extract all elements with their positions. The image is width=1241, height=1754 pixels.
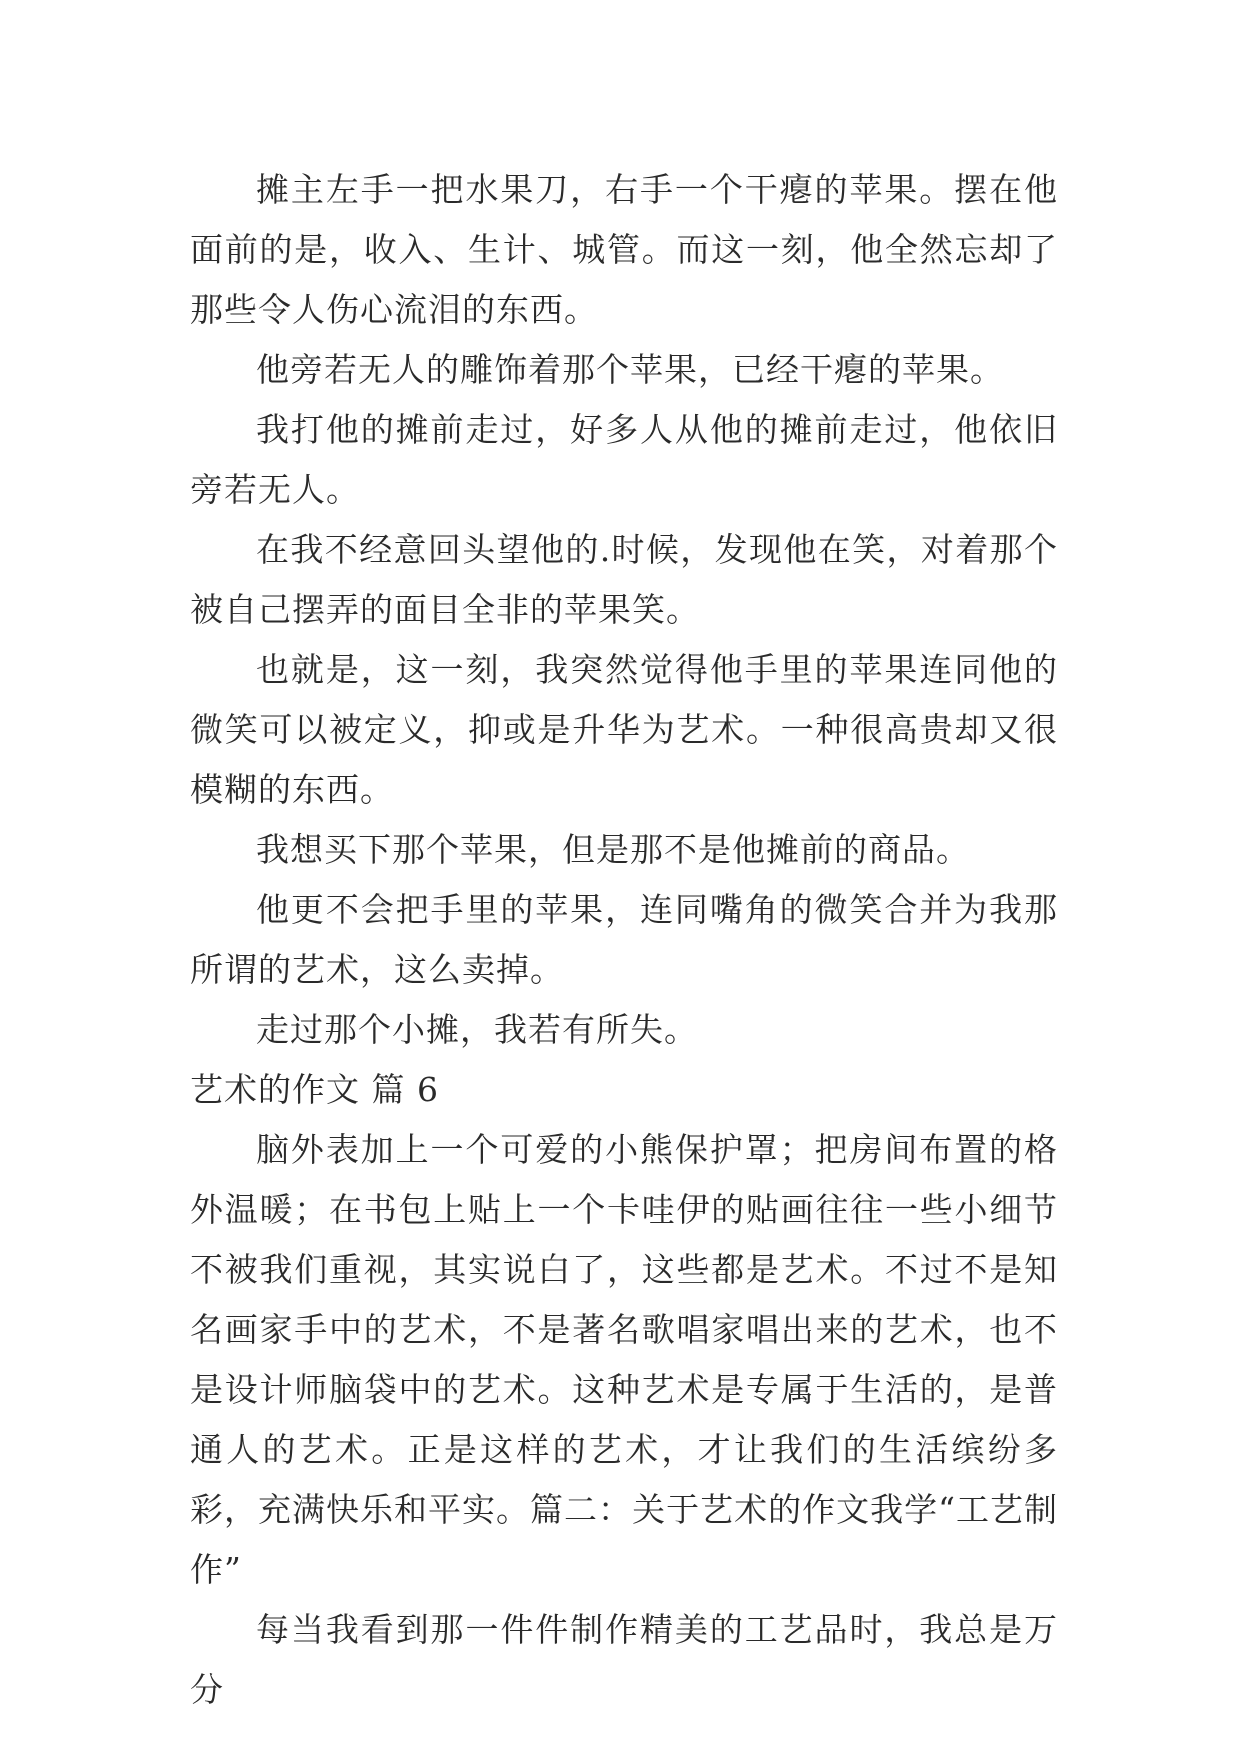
- paragraph: 每当我看到那一件件制作精美的工艺品时，我总是万分: [190, 1610, 1058, 1709]
- paragraph: 他旁若无人的雕饰着那个苹果，已经干瘪的苹果。: [256, 350, 1004, 389]
- paragraph: 他更不会把手里的苹果，连同嘴角的微笑合并为我那所谓的艺术，这么卖掉。: [190, 890, 1058, 989]
- paragraph: 脑外表加上一个可爱的小熊保护罩；把房间布置的格外温暖；在书包上贴上一个卡哇伊的贴画往往一些小细节不被我们重视，其实说白了，这些都是艺术。不过不是知名画家手中的艺术，不是著名歌唱家唱出来的艺术，也不是设计师脑袋中的艺术。这种艺术是专属于生活的，是普通人的艺术。正是这样的艺术，才让我们的生活缤纷多彩，充满快乐和平实。篇二：关于艺术的作文我学“工艺制作”: [190, 1130, 1058, 1589]
- document-body: [190, 160, 1058, 1720]
- paragraph: 在我不经意回头望他的.时候，发现他在笑，对着那个被自己摆弄的面目全非的苹果笑。: [190, 530, 1058, 629]
- paragraph: 也就是，这一刻，我突然觉得他手里的苹果连同他的微笑可以被定义，抑或是升华为艺术。一种很高贵却又很模糊的东西。: [190, 650, 1058, 809]
- paragraph: 我想买下那个苹果，但是那不是他摊前的商品。: [256, 830, 970, 869]
- paragraph: 走过那个小摊，我若有所失。: [256, 1010, 698, 1049]
- paragraph: 摊主左手一把水果刀，右手一个干瘪的苹果。摆在他面前的是，收入、生计、城管。而这一刻，他全然忘却了那些令人伤心流泪的东西。: [190, 170, 1058, 329]
- section-title: 艺术的作文 篇 6: [190, 1070, 439, 1109]
- paragraph: 我打他的摊前走过，好多人从他的摊前走过，他依旧旁若无人。: [190, 410, 1058, 509]
